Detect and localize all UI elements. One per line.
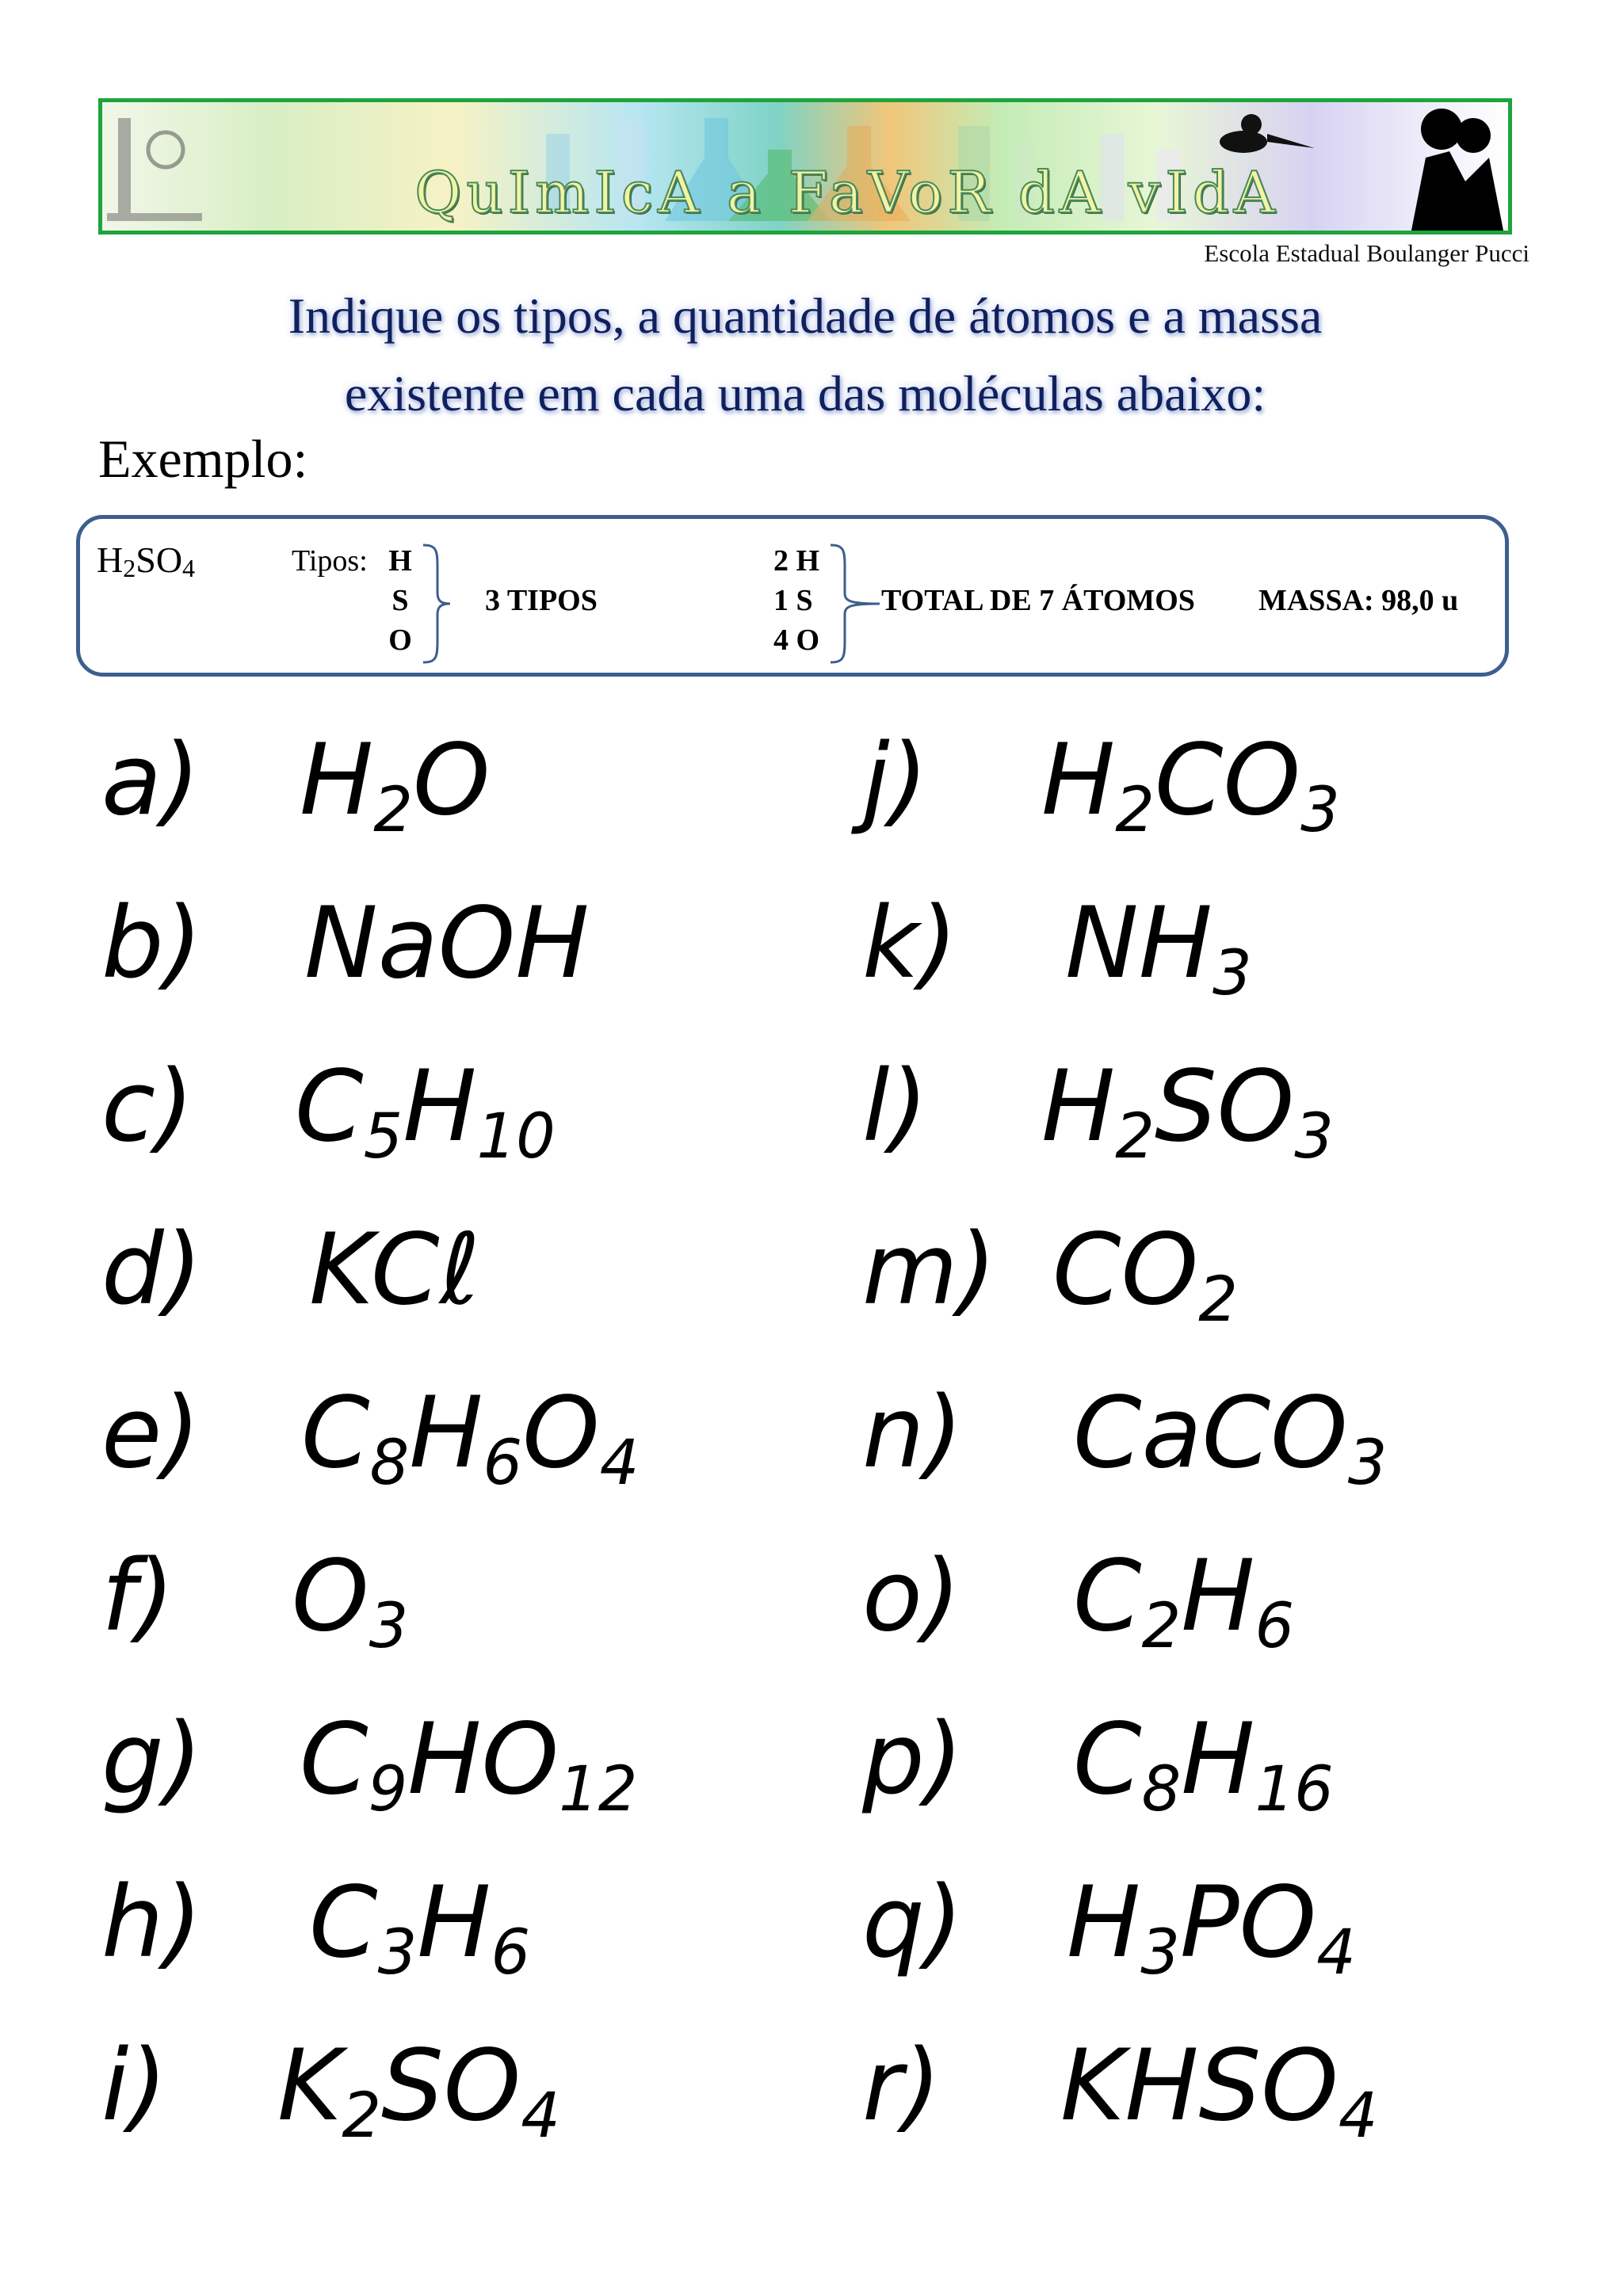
example-symbol: O	[388, 624, 412, 657]
formula-subscript: 3	[1140, 1917, 1180, 1989]
formula-element: HO	[407, 1703, 559, 1817]
types-brace-icon	[418, 542, 453, 666]
formula-element: O	[412, 723, 491, 837]
formula-element: H	[409, 1376, 483, 1490]
formula-element: C	[1073, 1703, 1142, 1817]
example-atom-count: 4 O	[773, 624, 820, 657]
formula-element: NaOH	[304, 887, 590, 1001]
formula-subscript: 6	[491, 1917, 531, 1989]
school-name: Escola Estadual Boulanger Pucci	[1204, 239, 1529, 267]
formula-element: KHSO	[1060, 2029, 1338, 2143]
formula-element: H	[1041, 1050, 1116, 1164]
formula-element: H	[1181, 1703, 1255, 1817]
exercise-formula	[292, 1521, 408, 1702]
formula-subscript: 6	[1254, 1591, 1295, 1662]
formula-subscript: 3	[1347, 1428, 1388, 1499]
exercise-letter: b)	[101, 887, 203, 1001]
formula-element: H	[97, 540, 124, 580]
molar-mass: MASSA: 98,0 u	[1258, 584, 1459, 617]
formula-subscript: 10	[476, 1101, 556, 1173]
formula-subscript: 5	[363, 1101, 403, 1173]
example-symbol: H	[388, 544, 412, 578]
formula-subscript: 8	[1141, 1754, 1182, 1825]
formula-element: CaCO	[1073, 1376, 1348, 1490]
instructions-line-1: Indique os tipos, a quantidade de átomos e a massa	[288, 288, 1323, 344]
exercise-letter: a)	[101, 723, 200, 837]
formula-subscript: 4	[1316, 1917, 1356, 1989]
example-formula	[97, 539, 195, 583]
example-label: Exemplo:	[98, 429, 308, 489]
exercise-letter: q)	[862, 1866, 964, 1980]
exercise-formula	[1073, 1358, 1387, 1539]
formula-element: SO	[136, 540, 183, 580]
formula-element: C	[309, 1866, 378, 1980]
formula-subscript: 3	[377, 1917, 418, 1989]
formula-element: H	[1181, 1539, 1255, 1653]
formula-subscript: 4	[1338, 2081, 1378, 2152]
exercise-formula	[1060, 2011, 1378, 2191]
exercise-letter: o)	[862, 1539, 961, 1653]
exercise-formula	[300, 705, 491, 886]
exercise-letter: e)	[101, 1376, 200, 1490]
formula-element: SO	[1154, 1050, 1295, 1164]
exercise-letter: p)	[862, 1703, 964, 1817]
exercise-formula	[1052, 1195, 1238, 1375]
exercise-formula	[1065, 868, 1252, 1049]
formula-element: C	[300, 1703, 369, 1817]
formula-element: CO	[1154, 723, 1301, 837]
exercise-letter: r)	[862, 2029, 941, 2143]
banner-title: QuImIcA a FaVoR dA vIdA	[414, 159, 1280, 226]
formula-subscript: 3	[1294, 1101, 1334, 1173]
formula-element: H	[403, 1050, 477, 1164]
formula-subscript: 12	[559, 1754, 638, 1825]
formula-element: SO	[380, 2029, 521, 2143]
exercise-letter: c)	[101, 1050, 194, 1164]
formula-subscript: 4	[182, 554, 196, 582]
exercise-formula	[309, 1195, 480, 1345]
exercise-formula	[1073, 1521, 1294, 1702]
formula-subscript: 8	[369, 1428, 410, 1499]
formula-subscript: 3	[1300, 775, 1340, 846]
formula-element: H	[1067, 1866, 1141, 1980]
exercise-formula	[1067, 1848, 1356, 2028]
formula-element: O	[522, 1376, 600, 1490]
formula-subscript: 4	[521, 2081, 560, 2152]
example-symbol: S	[391, 584, 409, 617]
formula-subscript: 4	[599, 1428, 640, 1499]
cupid-icon	[1220, 114, 1315, 153]
formula-element: C	[1073, 1539, 1142, 1653]
formula-subscript: 2	[1115, 775, 1155, 846]
example-atom-count: 1 S	[773, 584, 813, 617]
formula-element: C	[295, 1050, 364, 1164]
formula-element: K	[277, 2029, 342, 2143]
exercise-letter: h)	[101, 1866, 202, 1980]
formula-subscript: 2	[1198, 1264, 1238, 1336]
formula-subscript: 3	[1212, 938, 1252, 1009]
formula-element: CO	[1052, 1213, 1199, 1327]
exercise-formula	[1041, 1032, 1334, 1212]
exercise-formula	[309, 1848, 530, 2028]
formula-subscript: 3	[369, 1591, 409, 1662]
header-banner	[98, 98, 1512, 235]
exercise-formula	[1073, 1684, 1334, 1865]
types-total: 3 TIPOS	[485, 584, 598, 617]
exercise-letter: j)	[862, 723, 928, 837]
formula-subscript: 9	[368, 1754, 408, 1825]
formula-subscript: 6	[483, 1428, 523, 1499]
formula-element: PO	[1179, 1866, 1317, 1980]
formula-element: H	[300, 723, 374, 837]
exercise-formula	[1041, 705, 1340, 886]
formula-element: H	[1041, 723, 1116, 837]
atoms-brace-icon	[827, 542, 883, 666]
formula-subscript: 2	[123, 554, 136, 582]
formula-subscript: 16	[1254, 1754, 1334, 1825]
formula-subscript: 2	[342, 2081, 381, 2152]
exercise-letter: n)	[862, 1376, 963, 1490]
example-atom-count: 2 H	[773, 544, 820, 578]
exercise-letter: g)	[101, 1703, 203, 1817]
exercise-letter: d)	[101, 1213, 203, 1327]
exercise-letter: f)	[101, 1539, 175, 1653]
exercise-letter: l)	[862, 1050, 928, 1164]
exercise-formula	[295, 1032, 556, 1212]
formula-element: C	[301, 1376, 370, 1490]
exercise-letter: k)	[862, 887, 958, 1001]
formula-element: O	[292, 1539, 369, 1653]
formula-subscript: 2	[1141, 1591, 1182, 1662]
exercise-formula	[301, 1358, 639, 1539]
formula-element: KCℓ	[309, 1213, 480, 1327]
formula-subscript: 2	[373, 775, 413, 846]
instructions-heading	[98, 277, 1512, 433]
instructions-line-2: existente em cada uma das moléculas abaixo:	[344, 365, 1266, 421]
exercise-formula	[304, 868, 590, 1019]
tipos-label: Tipos:	[292, 544, 368, 578]
exercise-formula	[277, 2011, 560, 2191]
formula-element: H	[417, 1866, 491, 1980]
exercise-formula	[300, 1684, 637, 1865]
formula-element: NH	[1065, 887, 1212, 1001]
formula-subscript: 2	[1115, 1101, 1155, 1173]
atoms-total: TOTAL DE 7 ÁTOMOS	[881, 584, 1195, 617]
exercise-letter: i)	[101, 2029, 167, 2143]
exercise-letter: m)	[862, 1213, 997, 1327]
